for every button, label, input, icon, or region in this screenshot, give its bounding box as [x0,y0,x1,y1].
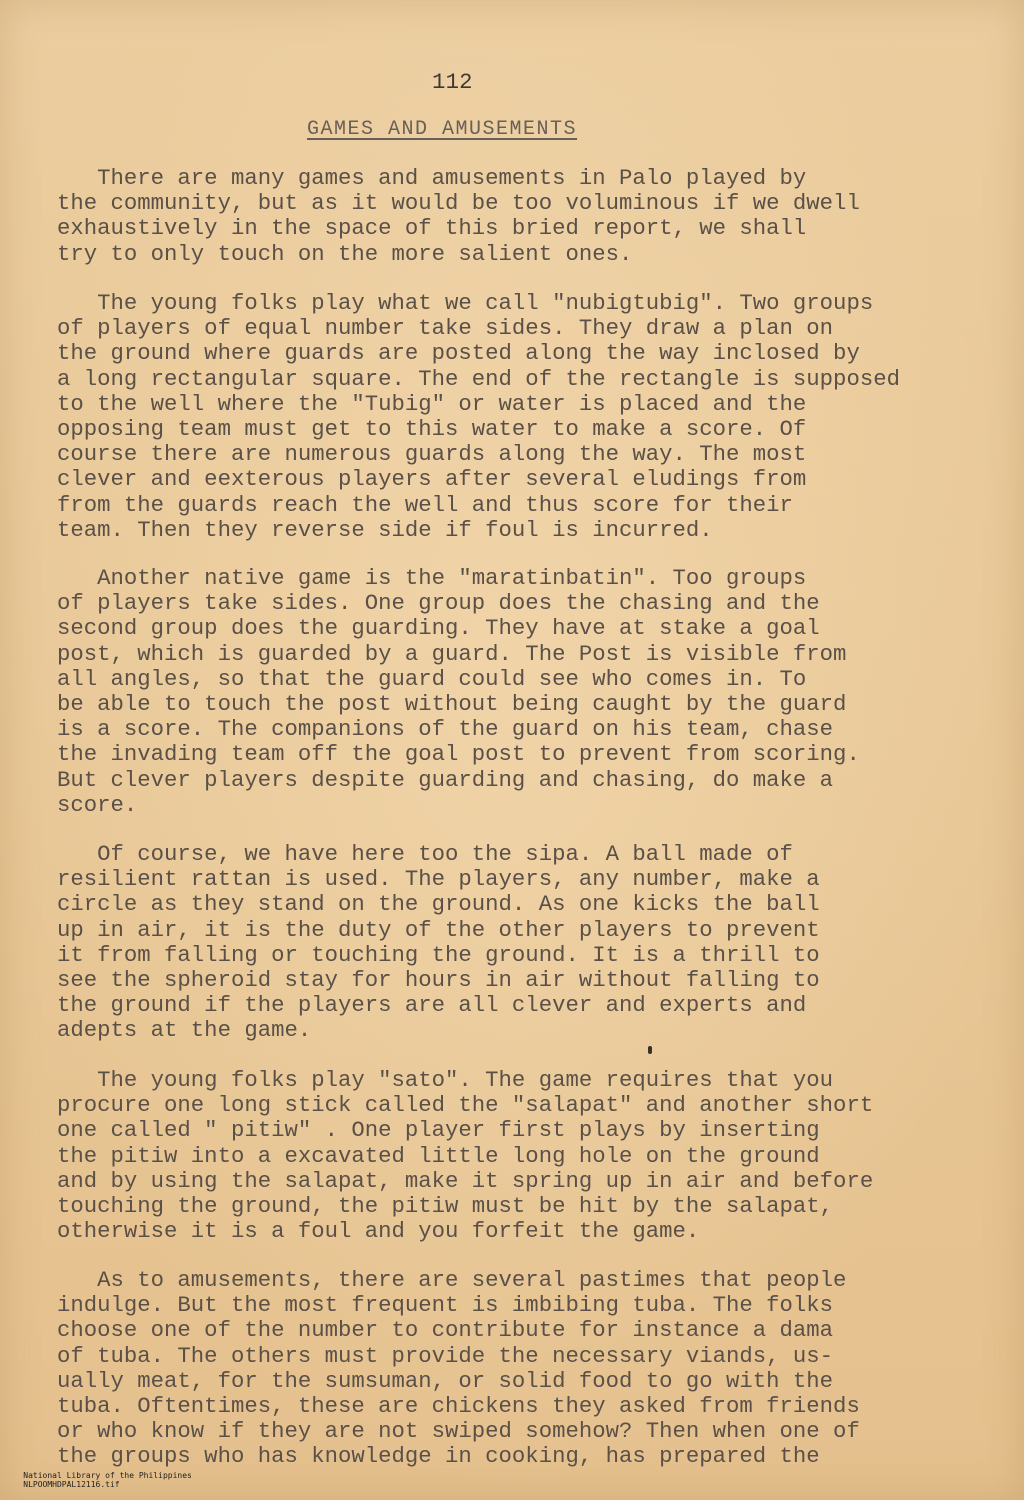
text-line: one called " pitiw" . One player first plays by inserting [57,1117,820,1144]
text-line: otherwise it is a foul and you forfeit the game. [57,1218,700,1245]
text-line: exhaustively in the space of this bried report, we shall [57,215,807,242]
text-line: team. Then they reverse side if foul is incurred. [57,516,713,543]
text-line: clever and eexterous players after several eludings from [57,466,807,493]
text-line: ually meat, for the sumsuman, or solid food to go with the [57,1367,834,1394]
text-line: But clever players despite guarding and chasing, do make a [57,766,834,793]
text-line: Another native game is the "maratinbatin". Too groups [57,565,807,591]
text-line: choose one of the number to contribute for instance a dama [57,1317,834,1344]
paragraph-sato [57,1068,873,1244]
paragraph-amusements [57,1268,860,1470]
scan-footer [4,1462,206,1498]
text-line: the community, but as it would be too voluminous if we dwell [57,190,860,217]
text-line: There are many games and amusements in Palo played by [57,165,807,191]
text-line: of players take sides. One group does the chasing and the [57,590,820,617]
text-line: Of course, we have here too the sipa. A ball made of [57,841,793,867]
text-line: the ground if the players are all clever and experts and [57,992,807,1019]
text-line: it from falling or touching the ground. It is a thrill to [57,941,820,968]
text-line: As to amusements, there are several pastimes that people [57,1267,847,1293]
text-line: The young folks play what we call "nubigtubig". Two groups [57,290,874,316]
text-line: all angles, so that the guard could see who comes in. To [57,665,807,692]
text-line: the ground where guards are posted along the way inclosed by [57,340,860,367]
page-number: 112 [432,69,473,95]
paragraph-nubigtubig [57,291,900,543]
text-line: the invading team off the goal post to prevent from scoring. [57,741,860,768]
footer-file-id: NLPOOMHDPAL12116.tif [23,1480,120,1489]
text-line: circle as they stand on the ground. As one kicks the ball [57,891,820,918]
text-line: score. [57,791,138,818]
text-line: see the spheroid stay for hours in air without falling to [57,967,820,994]
text-line: The young folks play "sato". The game requires that you [57,1067,834,1093]
footer-library: National Library of the Philippines [23,1471,192,1480]
text-line: post, which is guarded by a guard. The Post is visible from [57,640,847,667]
text-line: be able to touch the post without being caught by the guard [57,691,847,718]
text-line: resilient rattan is used. The players, any number, make a [57,866,820,893]
text-line: is a score. The companions of the guard on his team, chase [57,716,834,743]
paragraph-sipa [57,842,820,1044]
ink-speck [648,1046,652,1054]
text-line: procure one long stick called the "salapat" and another short [57,1092,874,1119]
text-line: try to only touch on the more salient ones. [57,240,633,267]
text-line: of tuba. The others must provide the necessary viands, us- [57,1342,834,1369]
text-line: of players of equal number take sides. They draw a plan on [57,315,834,342]
text-line: tuba. Oftentimes, these are chickens they asked from friends [57,1393,860,1420]
text-line: to the well where the "Tubig" or water is placed and the [57,390,807,417]
text-line: the pitiw into a excavated little long hole on the ground [57,1142,820,1169]
text-line: or who know if they are not swiped somehow? Then when one of [57,1418,860,1445]
text-line: course there are numerous guards along the way. The most [57,441,807,468]
text-line: up in air, it is the duty of the other players to prevent [57,916,820,943]
text-line: second group does the guarding. They have at stake a goal [57,615,820,642]
text-line: the groups who has knowledge in cooking, has prepared the [57,1443,820,1470]
text-line: opposing team must get to this water to make a score. Of [57,416,807,443]
text-line: and by using the salapat, make it spring up in air and before [57,1167,874,1194]
text-line: a long rectangular square. The end of the rectangle is supposed [57,365,900,392]
page-title: GAMES AND AMUSEMENTS [307,118,578,141]
text-line: touching the ground, the pitiw must be hit by the salapat, [57,1193,834,1220]
text-line: indulge. But the most frequent is imbibing tuba. The folks [57,1292,834,1319]
text-line: adepts at the game. [57,1017,312,1044]
paragraph-maratinbatin [57,566,860,818]
paragraph-intro [57,166,860,267]
text-line: from the guards reach the well and thus score for their [57,491,793,518]
